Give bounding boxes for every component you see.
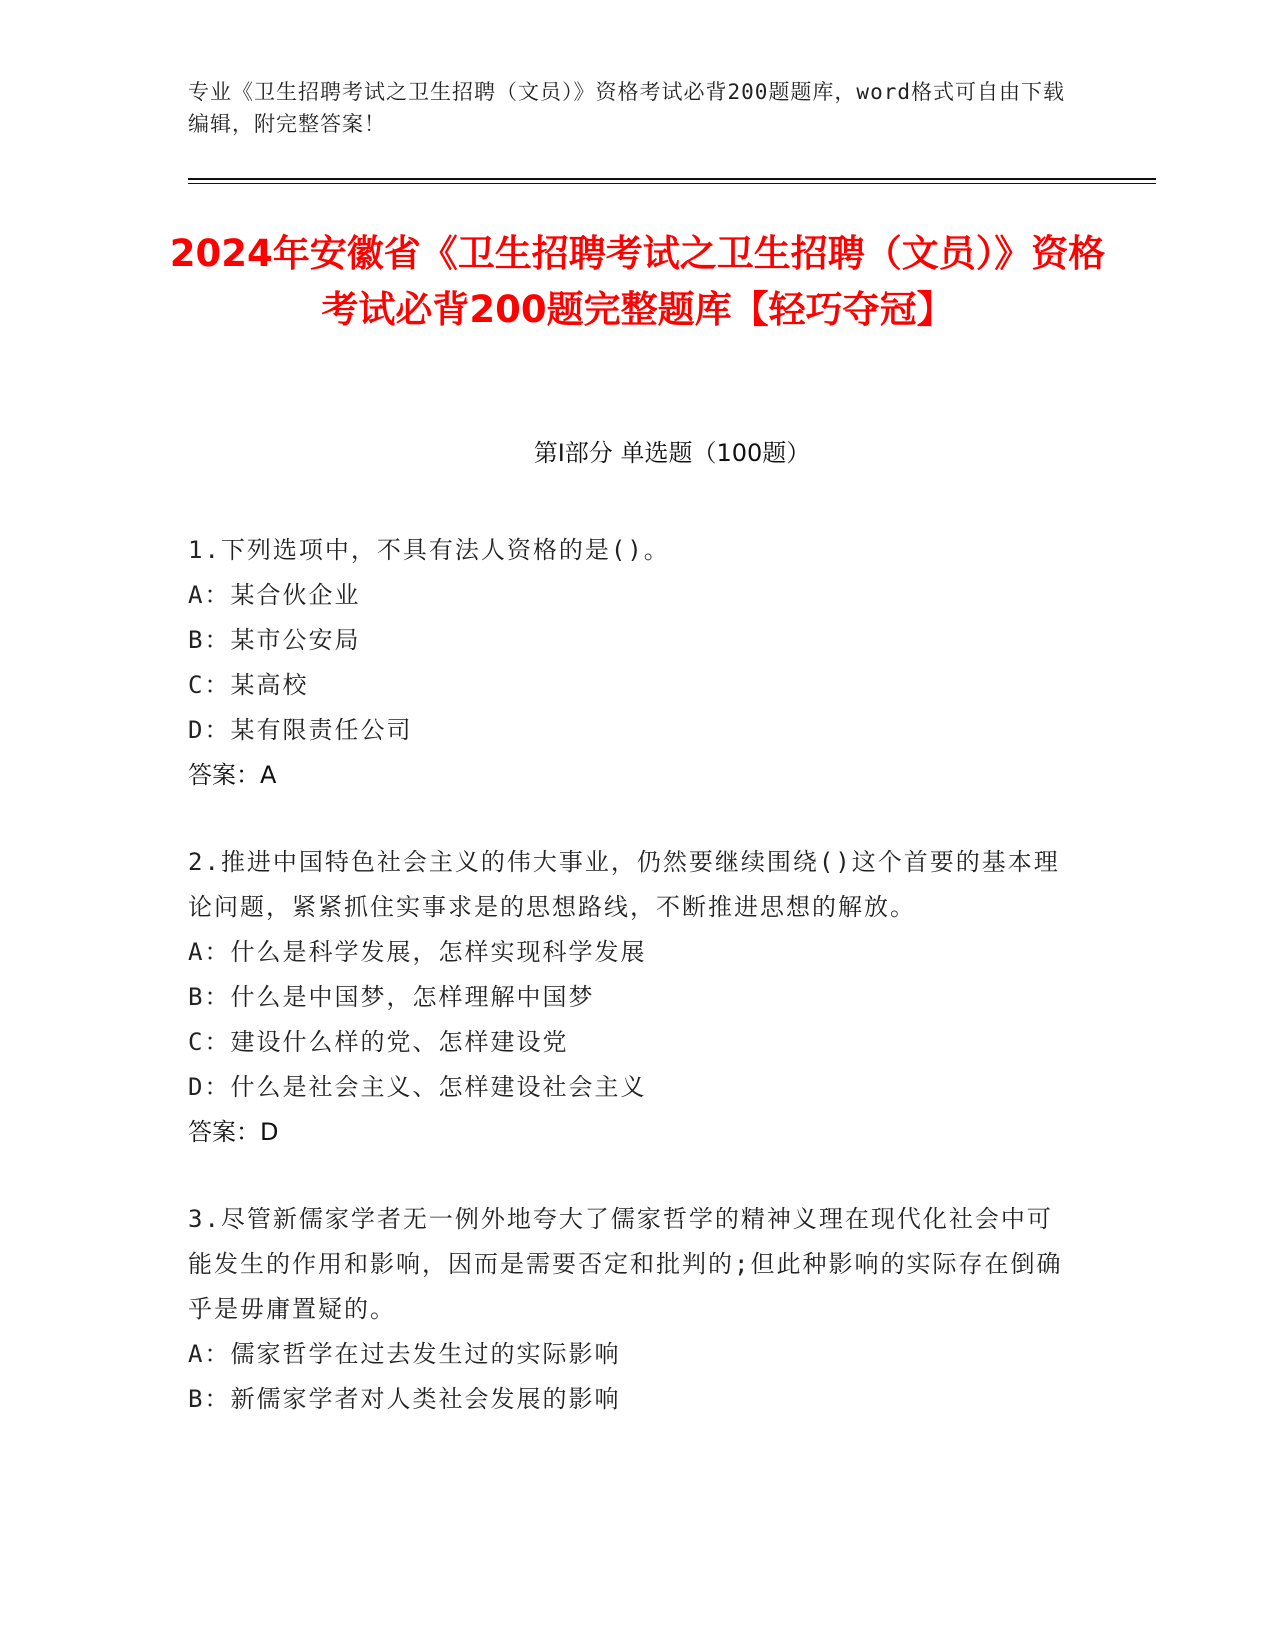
option-b: B：某市公安局 (188, 626, 361, 654)
option-d: D：什么是社会主义、怎样建设社会主义 (188, 1073, 647, 1101)
question-3 (188, 1197, 1068, 1422)
option-d: D：某有限责任公司 (188, 716, 413, 744)
option-a: A：某合伙企业 (188, 581, 361, 609)
answer: 答案：A (188, 761, 277, 789)
answer: 答案：D (188, 1118, 279, 1146)
header-note: 专业《卫生招聘考试之卫生招聘（文员）》资格考试必背200题题库，word格式可自由下载编辑，附完整答案！ (188, 80, 1065, 136)
option-b: B：新儒家学者对人类社会发展的影响 (188, 1385, 621, 1413)
document-title: 2024年安徽省《卫生招聘考试之卫生招聘（文员）》资格考试必背200题完整题库【轻巧夺冠】 (169, 232, 1106, 331)
option-c: C：建设什么样的党、怎样建设党 (188, 1028, 569, 1056)
question-2 (188, 840, 1068, 1155)
question-stem: 3.尽管新儒家学者无一例外地夸大了儒家哲学的精神义理在现代化社会中可能发生的作用和影响，因而是需要否定和批判的;但此种影响的实际存在倒确乎是毋庸置疑的。 (188, 1205, 1063, 1323)
header-rule-thick (188, 178, 1156, 180)
header-rule-thin (188, 183, 1156, 184)
option-c: C：某高校 (188, 671, 309, 699)
option-b: B：什么是中国梦，怎样理解中国梦 (188, 983, 595, 1011)
question-1 (188, 528, 1068, 798)
section-title: 第Ⅰ部分 单选题（100题） (533, 439, 811, 467)
option-a: A：什么是科学发展，怎样实现科学发展 (188, 938, 647, 966)
option-a: A：儒家哲学在过去发生过的实际影响 (188, 1340, 621, 1368)
question-list (188, 528, 1068, 1464)
question-stem: 1.下列选项中，不具有法人资格的是()。 (188, 536, 670, 564)
question-stem: 2.推进中国特色社会主义的伟大事业，仍然要继续围绕()这个首要的基本理论问题，紧紧抓住实事求是的思想路线，不断推进思想的解放。 (188, 848, 1060, 921)
